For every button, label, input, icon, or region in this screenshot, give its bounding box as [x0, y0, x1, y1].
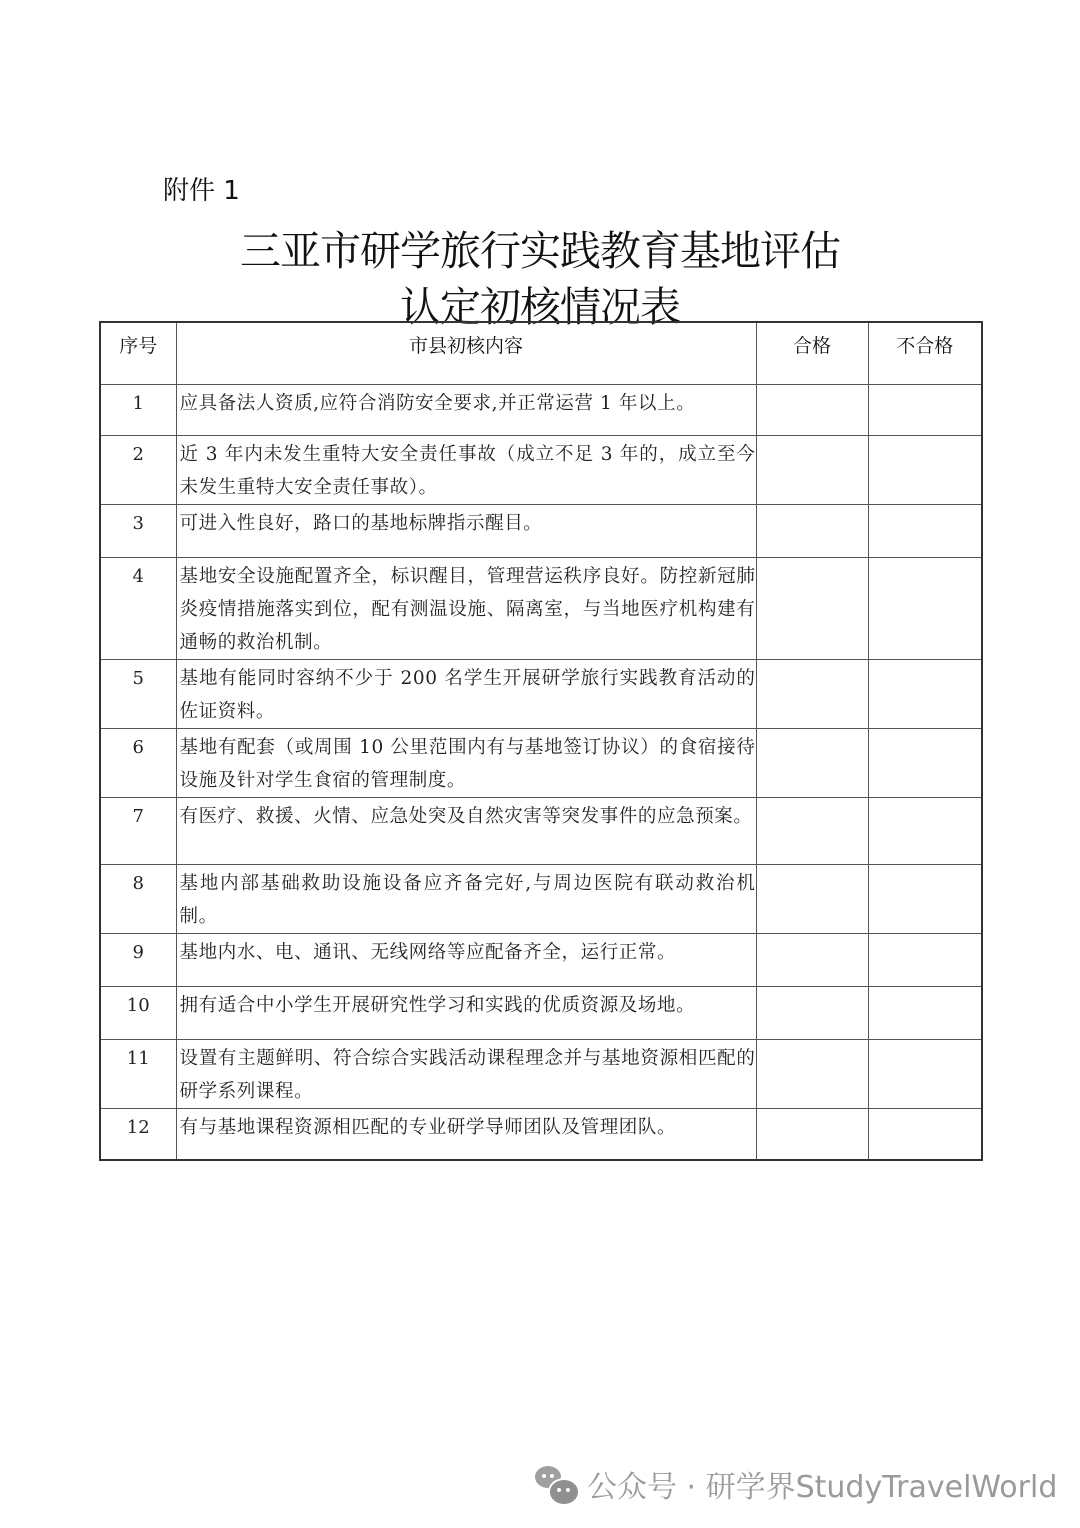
fail-cell[interactable] — [868, 934, 982, 987]
document-title-line1: 三亚市研学旅行实践教育基地评估 — [240, 227, 840, 275]
watermark-text: 公众号 · 研学界StudyTravelWorld — [587, 1470, 1058, 1505]
wechat-icon — [535, 1464, 577, 1504]
row-index: 6 — [100, 729, 176, 798]
row-index: 1 — [100, 385, 176, 436]
header-content: 市县初核内容 — [176, 322, 756, 385]
row-content: 设置有主题鲜明、符合综合实践活动课程理念并与基地资源相匹配的研学系列课程。 — [176, 1040, 756, 1109]
pass-cell[interactable] — [756, 865, 868, 934]
row-index: 2 — [100, 436, 176, 505]
row-content: 基地安全设施配置齐全，标识醒目，管理营运秩序良好。防控新冠肺炎疫情措施落实到位，配有测温设施、隔离室，与当地医疗机构建有通畅的救治机制。 — [176, 558, 756, 660]
table-header-row — [100, 322, 982, 385]
row-index: 10 — [100, 987, 176, 1040]
fail-cell[interactable] — [868, 987, 982, 1040]
row-content: 拥有适合中小学生开展研究性学习和实践的优质资源及场地。 — [176, 987, 756, 1040]
pass-cell[interactable] — [756, 934, 868, 987]
pass-cell[interactable] — [756, 1040, 868, 1109]
pass-cell[interactable] — [756, 385, 868, 436]
pass-cell[interactable] — [756, 987, 868, 1040]
pass-cell[interactable] — [756, 729, 868, 798]
row-index: 12 — [100, 1109, 176, 1160]
fail-cell[interactable] — [868, 558, 982, 660]
fail-cell[interactable] — [868, 660, 982, 729]
row-content: 应具备法人资质,应符合消防安全要求,并正常运营 1 年以上。 — [176, 385, 756, 436]
row-index: 4 — [100, 558, 176, 660]
row-index: 11 — [100, 1040, 176, 1109]
row-content: 基地有配套（或周围 10 公里范围内有与基地签订协议）的食宿接待设施及针对学生食宿的管理制度。 — [176, 729, 756, 798]
table-row — [100, 729, 982, 798]
header-fail: 不合格 — [868, 322, 982, 385]
row-index: 3 — [100, 505, 176, 558]
row-content: 基地内部基础救助设施设备应齐备完好,与周边医院有联动救治机制。 — [176, 865, 756, 934]
fail-cell[interactable] — [868, 1040, 982, 1109]
fail-cell[interactable] — [868, 798, 982, 865]
row-index: 7 — [100, 798, 176, 865]
pass-cell[interactable] — [756, 798, 868, 865]
table-row — [100, 1040, 982, 1109]
pass-cell[interactable] — [756, 505, 868, 558]
fail-cell[interactable] — [868, 1109, 982, 1160]
fail-cell[interactable] — [868, 505, 982, 558]
row-index: 8 — [100, 865, 176, 934]
header-pass: 合格 — [756, 322, 868, 385]
fail-cell[interactable] — [868, 385, 982, 436]
fail-cell[interactable] — [868, 436, 982, 505]
table-row — [100, 1109, 982, 1160]
pass-cell[interactable] — [756, 660, 868, 729]
row-index: 5 — [100, 660, 176, 729]
fail-cell[interactable] — [868, 865, 982, 934]
table-row — [100, 798, 982, 865]
table-row — [100, 505, 982, 558]
assessment-table — [99, 321, 983, 1161]
table-row — [100, 987, 982, 1040]
table-row — [100, 934, 982, 987]
row-index: 9 — [100, 934, 176, 987]
table-row — [100, 660, 982, 729]
watermark — [535, 1462, 1057, 1506]
table-row — [100, 558, 982, 660]
attachment-label: 附件 1 — [163, 176, 240, 206]
pass-cell[interactable] — [756, 558, 868, 660]
row-content: 基地内水、电、通讯、无线网络等应配备齐全，运行正常。 — [176, 934, 756, 987]
table-row — [100, 385, 982, 436]
table-row — [100, 436, 982, 505]
fail-cell[interactable] — [868, 729, 982, 798]
row-content: 基地有能同时容纳不少于 200 名学生开展研学旅行实践教育活动的佐证资料。 — [176, 660, 756, 729]
table-row — [100, 865, 982, 934]
row-content: 有与基地课程资源相匹配的专业研学导师团队及管理团队。 — [176, 1109, 756, 1160]
pass-cell[interactable] — [756, 1109, 868, 1160]
document-title-line2: 认定初核情况表 — [400, 283, 680, 331]
header-index: 序号 — [100, 322, 176, 385]
row-content: 近 3 年内未发生重特大安全责任事故（成立不足 3 年的，成立至今未发生重特大安全责任事故）。 — [176, 436, 756, 505]
pass-cell[interactable] — [756, 436, 868, 505]
row-content: 有医疗、救援、火情、应急处突及自然灾害等突发事件的应急预案。 — [176, 798, 756, 865]
row-content: 可进入性良好，路口的基地标牌指示醒目。 — [176, 505, 756, 558]
